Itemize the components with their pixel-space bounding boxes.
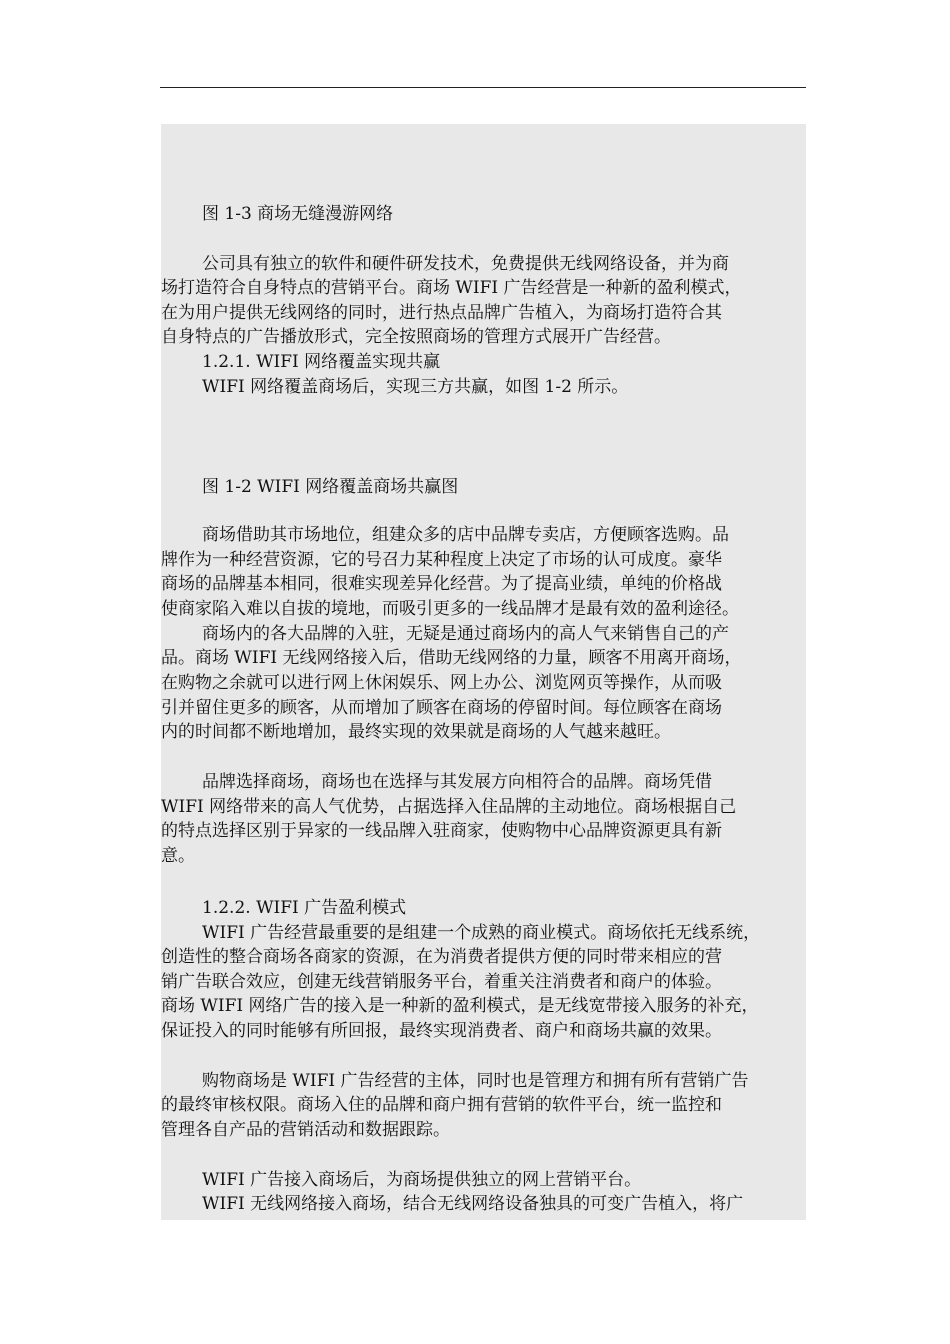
paragraph-line: 牌作为一种经营资源，它的号召力某种程度上决定了市场的认可成度。豪华 [161,550,722,570]
paragraph-line: WIFI 广告接入商场后，为商场提供独立的网上营销平台。 [202,1170,642,1190]
header-rule [160,87,806,88]
paragraph-line: WIFI 网络覆盖商场后，实现三方共赢，如图 1-2 所示。 [202,377,629,397]
paragraph-line: 商场 WIFI 网络广告的接入是一种新的盈利模式，是无线宽带接入服务的补充， [161,996,759,1016]
paragraph-line: 销广告联合效应，创建无线营销服务平台，着重关注消费者和商户的体验。 [161,972,722,992]
paragraph-line: 的最终审核权限。商场入住的品牌和商户拥有营销的软件平台，统一监控和 [161,1095,722,1115]
paragraph-line: 引并留住更多的顾客，从而增加了顾客在商场的停留时间。每位顾客在商场 [161,698,722,718]
figure-caption: 图 1-2 WIFI 网络覆盖商场共赢图 [202,477,459,497]
paragraph-line: WIFI 无线网络接入商场，结合无线网络设备独具的可变广告植入，将广 [202,1194,744,1214]
document-body [161,124,806,1220]
paragraph-line: 创造性的整合商场各商家的资源，在为消费者提供方便的同时带来相应的营 [161,947,722,967]
paragraph-line: 场打造符合自身特点的营销平台。商场 WIFI 广告经营是一种新的盈利模式， [161,278,742,298]
paragraph-line: 购物商场是 WIFI 广告经营的主体，同时也是管理方和拥有所有营销广告 [202,1071,749,1091]
paragraph-line: 品牌选择商场，商场也在选择与其发展方向相符合的品牌。商场凭借 [202,772,712,792]
section-heading: 1.2.2. WIFI 广告盈利模式 [202,898,407,918]
paragraph-line: 商场借助其市场地位，组建众多的店中品牌专卖店，方便顾客选购。品 [202,525,729,545]
paragraph-line: 意。 [161,846,195,866]
paragraph-line: 在购物之余就可以进行网上休闲娱乐、网上办公、浏览网页等操作，从而吸 [161,673,722,693]
section-heading: 1.2.1. WIFI 网络覆盖实现共赢 [202,352,441,372]
paragraph-line: 管理各自产品的营销活动和数据跟踪。 [161,1120,450,1140]
paragraph-line: 商场内的各大品牌的入驻，无疑是通过商场内的高人气来销售自己的产 [202,624,729,644]
paragraph-line: WIFI 网络带来的高人气优势，占据选择入住品牌的主动地位。商场根据自己 [161,797,737,817]
paragraph-line: 内的时间都不断地增加，最终实现的效果就是商场的人气越来越旺。 [161,722,671,742]
paragraph-line: 使商家陷入难以自拔的境地，而吸引更多的一线品牌才是最有效的盈利途径。 [161,599,739,619]
figure-caption: 图 1-3 商场无缝漫游网络 [202,204,394,224]
paragraph-line: 的特点选择区别于异家的一线品牌入驻商家，使购物中心品牌资源更具有新 [161,821,722,841]
paragraph-line: 自身特点的广告播放形式，完全按照商场的管理方式展开广告经营。 [161,327,671,347]
paragraph-line: WIFI 广告经营最重要的是组建一个成熟的商业模式。商场依托无线系统， [202,923,761,943]
paragraph-line: 品。商场 WIFI 无线网络接入后，借助无线网络的力量，顾客不用离开商场， [161,648,742,668]
paragraph-line: 在为用户提供无线网络的同时，进行热点品牌广告植入，为商场打造符合其 [161,303,722,323]
paragraph-line: 公司具有独立的软件和硬件研发技术，免费提供无线网络设备，并为商 [202,254,729,274]
paragraph-line: 保证投入的同时能够有所回报，最终实现消费者、商户和商场共赢的效果。 [161,1021,722,1041]
paragraph-line: 商场的品牌基本相同，很难实现差异化经营。为了提高业绩，单纯的价格战 [161,574,722,594]
